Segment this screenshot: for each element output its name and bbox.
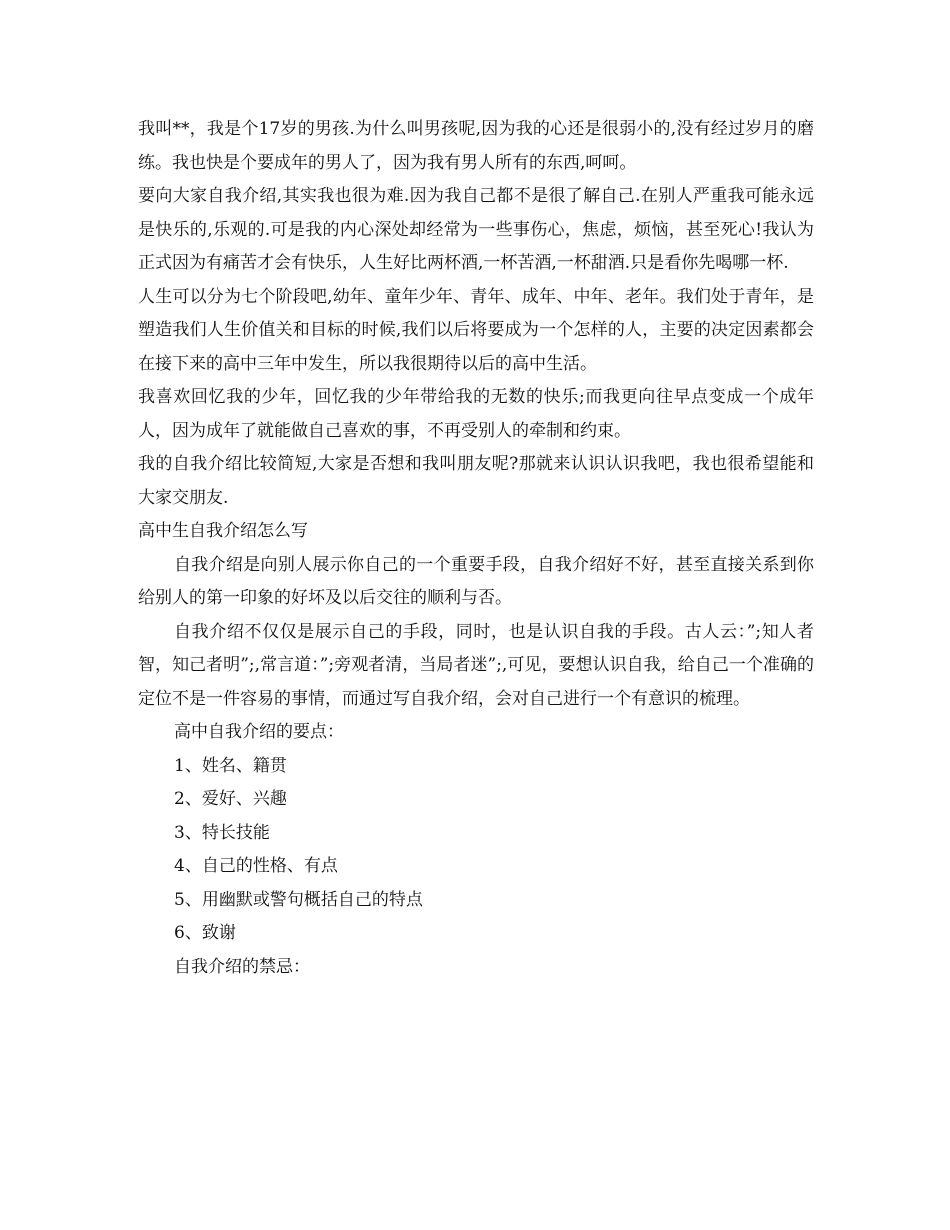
list-item: 2、爱好、兴趣	[174, 789, 287, 809]
section-heading: 高中生自我介绍怎么写	[138, 521, 308, 541]
body-paragraph-1: 自我介绍是向别人展示你自己的一个重要手段，自我介绍好不好，甚至直接关系到你给别人的第一印象的好坏及以后交往的顺利与否。	[138, 554, 814, 608]
body-paragraph-2: 自我介绍不仅仅是展示自己的手段，同时，也是认识自我的手段。古人云：”;知人者智，知己者明”;,常言道：”;旁观者清，当局者迷”;,可见，要想认识自我，给自己一个准确的定位不是一件容易的事情，而通过写自我介绍，会对自己进行一个有意识的梳理。	[138, 621, 814, 709]
taboo-heading: 自我介绍的禁忌：	[174, 956, 310, 977]
list-item: 5、用幽默或警句概括自己的特点	[174, 889, 423, 910]
points-heading: 高中自我介绍的要点：	[174, 722, 344, 742]
list-item: 4、自己的性格、有点	[174, 856, 338, 876]
list-item: 1、姓名、籍贯	[174, 755, 287, 776]
list-item: 3、特长技能	[174, 822, 270, 843]
intro-paragraph-5: 我的自我介绍比较简短,大家是否想和我叫朋友呢?那就来认识认识我吧，我也很希望能和大家交朋友.	[138, 454, 814, 508]
points-list	[138, 750, 814, 951]
intro-paragraph-1: 我叫**，我是个17岁的男孩.为什么叫男孩呢,因为我的心还是很弱小的,没有经过岁月的磨练。我也快是个要成年的男人了，因为我有男人所有的东西,呵呵。	[138, 119, 814, 173]
intro-paragraph-3: 人生可以分为七个阶段吧,幼年、童年少年、青年、成年、中年、老年。我们处于青年，是塑造我们人生价值关和目标的时候,我们以后将要成为一个怎样的人，主要的决定因素都会在接下来的高中三年中发生，所以我很期待以后的高中生活。	[138, 286, 814, 374]
intro-paragraph-2: 要向大家自我介绍,其实我也很为难.因为我自己都不是很了解自己.在别人严重我可能永远是快乐的,乐观的.可是我的内心深处却经常为一些事伤心，焦虑，烦恼，甚至死心!我认为正式因为有痛苦才会有快乐，人生好比两杯酒,一杯苦酒,一杯甜酒.只是看你先喝哪一杯.	[138, 186, 814, 273]
document-body	[138, 113, 814, 984]
intro-paragraph-4: 我喜欢回忆我的少年，回忆我的少年带给我的无数的快乐;而我更向往早点变成一个成年人，因为成年了就能做自己喜欢的事，不再受别人的牵制和约束。	[138, 387, 814, 441]
list-item: 6、致谢	[174, 923, 236, 943]
